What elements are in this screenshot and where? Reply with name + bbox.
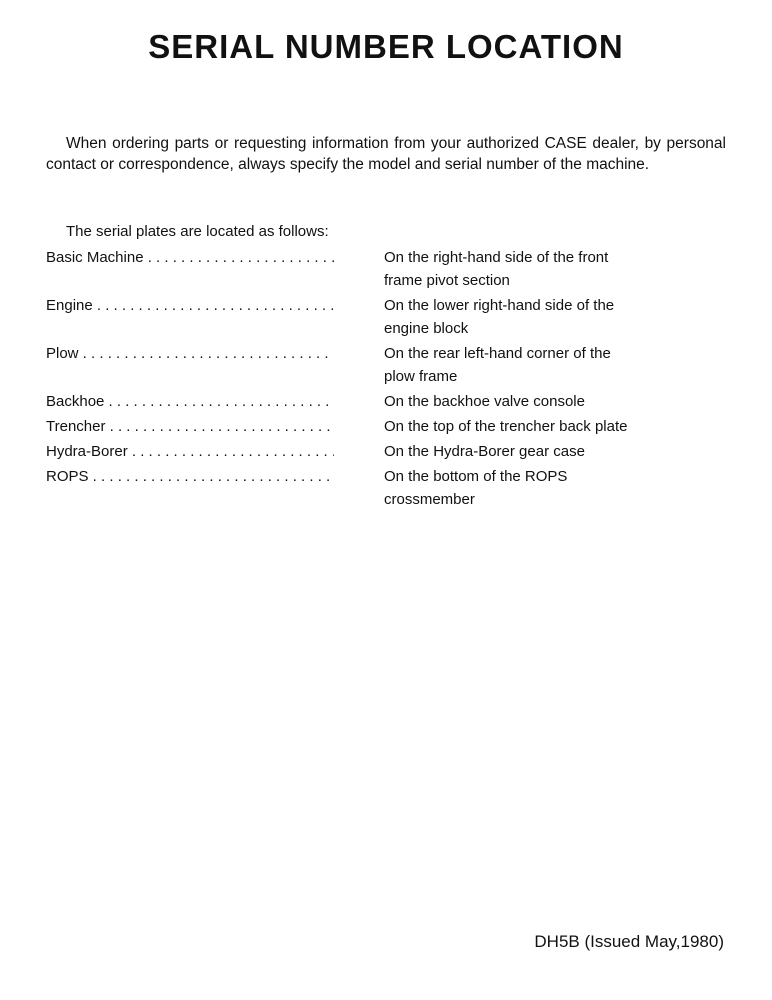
list-item	[46, 390, 646, 413]
plate-name: Plow . . .	[46, 342, 334, 388]
list-item	[46, 465, 646, 511]
plate-location: On the top of the trencher back plate	[384, 418, 628, 435]
list-item	[46, 440, 646, 463]
list-item	[46, 342, 646, 388]
plate-name: ROPS . . .	[46, 465, 334, 511]
plate-location: On the backhoe valve console	[384, 393, 585, 410]
plate-name: Trencher . . .	[46, 415, 334, 438]
page-title: SERIAL NUMBER LOCATION	[148, 28, 624, 65]
list-item	[46, 415, 646, 438]
plate-location: On the bottom of the ROPS crossmember	[384, 468, 568, 508]
plate-name: Hydra-Borer . . .	[46, 440, 334, 463]
plate-location: On the Hydra-Borer gear case	[384, 443, 585, 460]
plate-name: Basic Machine . . .	[46, 246, 334, 292]
serial-plate-list	[46, 246, 646, 513]
plate-location: On the lower right-hand side of the engine block	[384, 297, 615, 337]
plate-name: Backhoe . . .	[46, 390, 334, 413]
plates-subheading: The serial plates are located as follows:	[66, 223, 329, 240]
plate-location: On the right-hand side of the front frame pivot section	[384, 249, 609, 289]
intro-paragraph: When ordering parts or requesting information from your authorized CASE dealer, by personal contact or correspondence, always specify the model and serial number of the machine.	[46, 135, 726, 173]
list-item	[46, 246, 646, 292]
plate-location: On the rear left-hand corner of the plow frame	[384, 345, 611, 385]
document-code: DH5B (Issued May,1980)	[534, 932, 724, 951]
plate-name: Engine . . .	[46, 294, 334, 340]
list-item	[46, 294, 646, 340]
